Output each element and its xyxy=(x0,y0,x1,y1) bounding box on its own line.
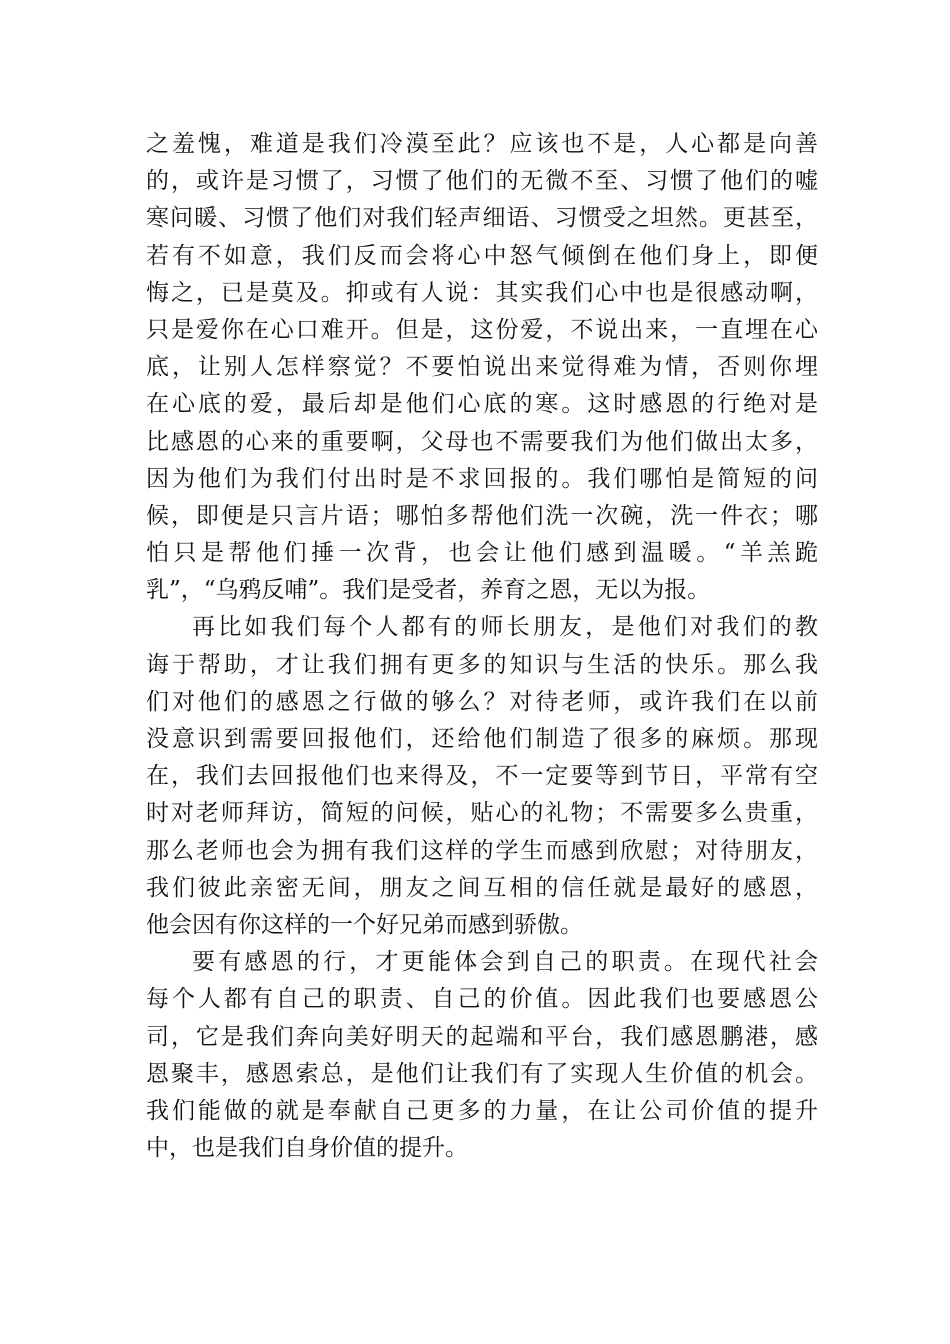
text-line: 诲于帮助，才让我们拥有更多的知识与生活的快乐。那么我 xyxy=(146,651,818,678)
text-line: 寒问暖、习惯了他们对我们轻声细语、习惯受之坦然。更甚至， xyxy=(146,205,818,232)
text-line: 比感恩的心来的重要啊，父母也不需要我们为他们做出太多， xyxy=(146,428,818,455)
text-line: 因为他们为我们付出时是不求回报的。我们哪怕是简短的问 xyxy=(146,465,818,492)
document-body xyxy=(146,126,818,1167)
text-line: 司，它是我们奔向美好明天的起端和平台，我们感恩鹏港，感 xyxy=(146,1023,818,1050)
text-line: 乳”，“乌鸦反哺”。我们是受者，养育之恩，无以为报。 xyxy=(146,577,711,604)
text-line: 时对老师拜访，简短的问候，贴心的礼物；不需要多么贵重， xyxy=(146,800,818,827)
text-line: 若有不如意，我们反而会将心中怒气倾倒在他们身上，即便 xyxy=(146,242,818,269)
text-line: 在，我们去回报他们也来得及，不一定要等到节日，平常有空 xyxy=(146,763,818,790)
text-line: 每个人都有自己的职责、自己的价值。因此我们也要感恩公 xyxy=(146,986,818,1013)
text-line: 们对他们的感恩之行做的够么？对待老师，或许我们在以前 xyxy=(146,688,818,715)
text-line: 只是爱你在心口难开。但是，这份爱，不说出来，一直埋在心 xyxy=(146,316,818,343)
text-line: 没意识到需要回报他们，还给他们制造了很多的麻烦。那现 xyxy=(146,726,818,752)
text-line: 再比如我们每个人都有的师长朋友，是他们对我们的教 xyxy=(192,614,818,641)
paragraph-3 xyxy=(146,944,818,1167)
text-line: 底，让别人怎样察觉？不要怕说出来觉得难为情，否则你埋 xyxy=(146,354,818,381)
text-line: 怕只是帮他们捶一次背，也会让他们感到温暖。“羊羔跪 xyxy=(146,540,818,567)
paragraph-2 xyxy=(146,609,818,944)
text-line: 之羞愧，难道是我们冷漠至此？应该也不是，人心都是向善 xyxy=(146,131,818,157)
text-line: 的，或许是习惯了，习惯了他们的无微不至、习惯了他们的嘘 xyxy=(146,168,818,195)
text-line: 悔之，已是莫及。抑或有人说：其实我们心中也是很感动啊， xyxy=(146,279,818,306)
text-line: 我们能做的就是奉献自己更多的力量，在让公司价值的提升 xyxy=(146,1097,818,1124)
text-line: 他会因有你这样的一个好兄弟而感到骄傲。 xyxy=(146,911,583,938)
text-line: 那么老师也会为拥有我们这样的学生而感到欣慰；对待朋友， xyxy=(146,837,818,864)
text-line: 候，即便是只言片语；哪怕多帮他们洗一次碗，洗一件衣；哪 xyxy=(146,502,818,529)
paragraph-1 xyxy=(146,126,818,609)
text-line: 恩聚丰，感恩索总，是他们让我们有了实现人生价值的机会。 xyxy=(146,1060,818,1087)
text-line: 中，也是我们自身价值的提升。 xyxy=(146,1135,468,1162)
text-line: 要有感恩的行，才更能体会到自己的职责。在现代社会 xyxy=(192,949,818,976)
text-line: 在心底的爱，最后却是他们心底的寒。这时感恩的行绝对是 xyxy=(146,391,818,418)
text-line: 我们彼此亲密无间，朋友之间互相的信任就是最好的感恩， xyxy=(146,874,818,901)
